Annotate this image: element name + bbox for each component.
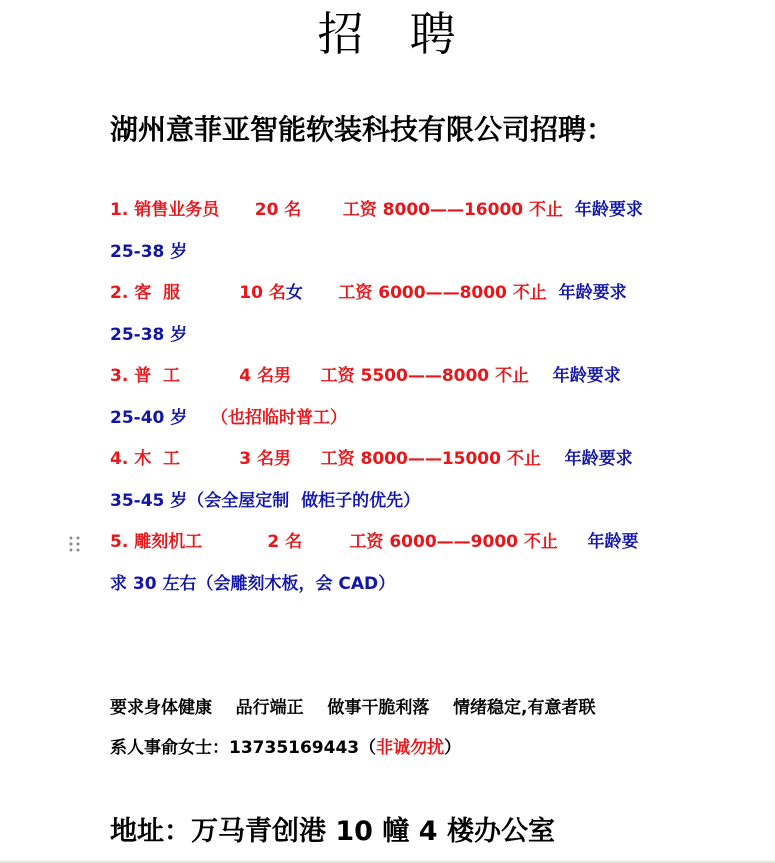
job-1-salary: 工资 8000——16000 不止 xyxy=(342,200,564,220)
job-3-age-range: 25-40 岁 xyxy=(110,407,188,428)
requirements-block xyxy=(110,692,690,772)
job-4-position: 木 工 xyxy=(134,449,181,469)
job-1-line-2 xyxy=(110,236,690,278)
job-2-age-range: 25-38 岁 xyxy=(110,324,188,345)
no-spam-notice: 非诚勿扰 xyxy=(376,738,445,758)
job-5-position: 雕刻机工 xyxy=(134,532,203,552)
job-5-age-label-part2: 求 30 左右（会雕刻木板，会 CAD） xyxy=(110,573,396,594)
job-1-count: 20 名 xyxy=(254,200,302,220)
title-char-1: 招 xyxy=(317,7,366,61)
job-1-age-label: 年龄要求 xyxy=(574,200,643,220)
job-2-number: 2. xyxy=(110,283,129,303)
job-2-age-label: 年龄要求 xyxy=(558,283,627,303)
job-3-line-2 xyxy=(110,402,690,444)
job-1-position: 销售业务员 xyxy=(134,200,220,220)
contact-line xyxy=(110,732,690,772)
job-5-number: 5. xyxy=(110,532,129,552)
contact-close-paren: ） xyxy=(444,738,462,758)
job-3-age-label: 年龄要求 xyxy=(552,366,621,386)
job-5-salary: 工资 6000——9000 不止 xyxy=(349,532,558,552)
job-4-number: 4. xyxy=(110,449,129,469)
job-3-salary: 工资 5500——8000 不止 xyxy=(320,366,530,386)
job-3-note: （也招临时普工） xyxy=(210,407,347,428)
job-5-line-2 xyxy=(110,568,690,610)
job-list xyxy=(110,194,690,609)
job-4-count: 3 名男 xyxy=(239,449,291,469)
job-3-count: 4 名男 xyxy=(239,366,291,386)
job-3-number: 3. xyxy=(110,366,129,386)
job-4-age-label: 年龄要求 xyxy=(564,449,633,469)
job-2-salary: 工资 6000——8000 不止 xyxy=(338,283,547,303)
address: 地址：万马青创港 10 幢 4 楼办公室 xyxy=(110,816,555,847)
job-1-number: 1. xyxy=(110,200,129,220)
page-title xyxy=(0,6,775,62)
job-3-line-1 xyxy=(110,360,690,402)
job-2-position: 客 服 xyxy=(134,283,181,303)
job-5-line-1 xyxy=(110,526,690,568)
job-4-line-1 xyxy=(110,443,690,485)
contact-text: 系人事俞女士：13735169443（ xyxy=(110,738,377,758)
job-4-salary: 工资 8000——15000 不止 xyxy=(320,449,541,469)
job-1-line-1 xyxy=(110,194,690,236)
job-5-age-label-part1: 年龄要 xyxy=(587,532,639,552)
company-heading: 湖州意菲亚智能软装科技有限公司招聘： xyxy=(110,113,615,146)
job-2-count: 10 名 xyxy=(239,283,286,303)
job-4-line-2 xyxy=(110,485,690,527)
drag-handle-icon[interactable] xyxy=(68,535,82,553)
job-4-age-range: 35-45 岁（会全屋定制 做柜子的优先） xyxy=(110,490,421,511)
job-2-line-1 xyxy=(110,277,690,319)
job-1-age-range: 25-38 岁 xyxy=(110,241,188,262)
job-2-line-2 xyxy=(110,319,690,361)
job-3-position: 普 工 xyxy=(134,366,181,386)
title-char-2: 聘 xyxy=(409,7,458,61)
requirements-line-1: 要求身体健康 品行端正 做事干脆利落 情绪稳定,有意者联 xyxy=(110,698,596,718)
job-5-count: 2 名 xyxy=(267,532,303,552)
job-2-gender: 女 xyxy=(285,283,303,303)
